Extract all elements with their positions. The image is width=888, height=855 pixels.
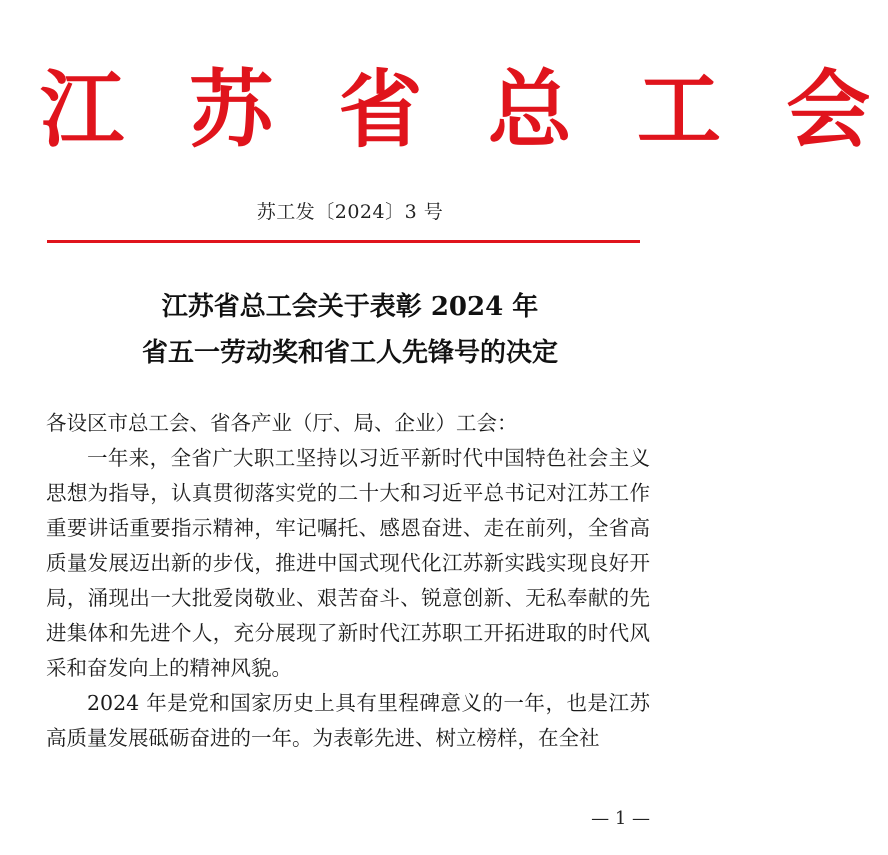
body-paragraph-1: 一年来，全省广大职工坚持以习近平新时代中国特色社会主义思想为指导，认真贯彻落实党的二十大和习近平总书记对江苏工作重要讲话重要指示精神，牢记嘱托、感恩奋进、走在前列，全省高质量发展迈出新的步伐，推进中国式现代化江苏新实践实现良好开局，涌现出一大批爱岗敬业、艰苦奋斗、锐意创新、无私奉献的先进集体和先进个人，充分展现了新时代江苏职工开拓进取的时代风采和奋发向上的精神风貌。 (46, 446, 650, 680)
salutation: 各设区市总工会、省各产业（厅、局、企业）工会： (46, 411, 518, 435)
letterhead-organization: 江 苏 省 总 工 会 (40, 60, 888, 159)
page-number: — 1 — (591, 808, 650, 829)
title-line-1: 江苏省总工会关于表彰 2024 年 (161, 292, 539, 322)
red-separator-line (47, 240, 640, 243)
document-number: 苏工发〔2024〕3 号 (256, 201, 444, 223)
document-body (46, 406, 650, 756)
body-paragraph-2: 2024 年是党和国家历史上具有里程碑意义的一年，也是江苏高质量发展砥砺奋进的一年。为表彰先进、树立榜样，在全社 (46, 691, 650, 750)
document-title (30, 284, 670, 376)
title-line-2: 省五一劳动奖和省工人先锋号的决定 (141, 338, 558, 368)
